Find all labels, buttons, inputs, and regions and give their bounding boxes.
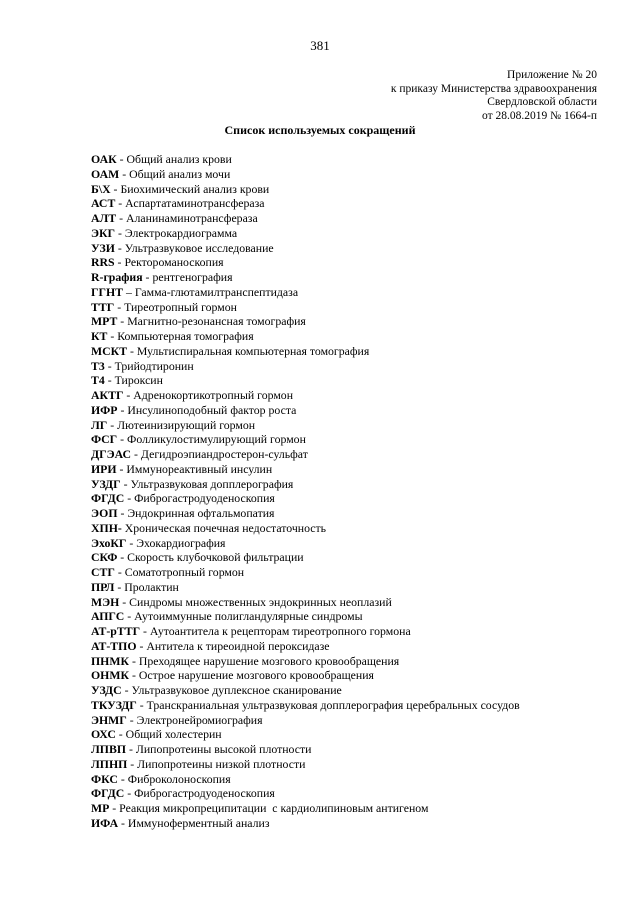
abbreviation-term: МР xyxy=(91,801,110,815)
abbreviation-term: ЛГ xyxy=(91,417,108,432)
abbreviation-separator: - xyxy=(131,447,141,461)
abbreviation-definition: Лютеинизирующий гормон xyxy=(117,417,256,432)
abbreviation-entry xyxy=(91,241,520,256)
abbreviation-term: ИФР xyxy=(91,402,118,417)
abbreviation-entry xyxy=(91,536,520,551)
abbreviation-term: СКФ xyxy=(91,550,118,565)
abbreviation-separator: - xyxy=(116,152,127,166)
abbreviation-definition: Соматотропный гормон xyxy=(124,565,245,579)
abbreviation-definition: Липопротеины низкой плотности xyxy=(137,756,306,771)
abbreviation-term: КТ xyxy=(91,329,108,343)
abbreviation-separator: - xyxy=(127,343,137,358)
abbreviation-definition: Общий анализ крови xyxy=(126,152,232,166)
abbreviation-term: ПНМК xyxy=(91,653,130,668)
abbreviation-term: ФКС xyxy=(91,771,118,786)
abbreviation-definition: Аланинаминотрансфераза xyxy=(126,211,258,225)
abbreviation-separator: - xyxy=(124,786,135,801)
abbreviation-term: ЛПВП xyxy=(91,742,127,756)
abbreviation-term: ИРИ xyxy=(91,461,117,476)
abbreviation-entry xyxy=(91,388,520,403)
abbreviation-term: АТ-ТПО xyxy=(91,638,137,653)
abbreviation-separator: - xyxy=(107,417,118,432)
abbreviation-entry xyxy=(91,772,520,787)
abbreviation-definition: Преходящее нарушение мозгового кровообращения xyxy=(138,653,400,668)
abbreviation-entry xyxy=(91,786,520,801)
abbreviation-term: ДГЭАС xyxy=(91,447,132,461)
abbreviation-separator: - xyxy=(117,402,128,417)
abbreviation-term: ЭОП xyxy=(91,506,118,520)
abbreviation-entry xyxy=(91,462,520,477)
abbreviation-separator: - xyxy=(114,255,125,270)
abbreviation-term: ОАК xyxy=(91,152,117,166)
abbreviation-entry xyxy=(91,432,520,447)
abbreviation-separator: - xyxy=(136,697,147,712)
abbreviation-term: RRS xyxy=(91,255,115,270)
abbreviation-term: ОНМК xyxy=(91,668,130,683)
abbreviation-entry xyxy=(91,285,520,300)
abbreviation-definition: Фолликулостимулирующий гормон xyxy=(127,432,306,447)
abbreviation-definition: Иммунореактивный инсулин xyxy=(126,461,273,476)
abbreviation-entry xyxy=(91,801,520,816)
abbreviation-separator: - xyxy=(114,299,125,314)
abbreviation-definition: Ультразвуковая допплерография xyxy=(130,476,294,491)
abbreviation-definition: Эхокардиография xyxy=(136,535,226,550)
abbreviation-entry xyxy=(91,639,520,654)
abbreviation-separator: - xyxy=(115,225,125,240)
abbreviation-definition: Транскраниальная ультразвуковая допплерография церебральных сосудов xyxy=(146,697,520,712)
abbreviation-separator: - xyxy=(114,565,125,579)
abbreviation-separator: - xyxy=(126,742,136,756)
abbreviation-entry xyxy=(91,300,520,315)
abbreviation-term: УЗДС xyxy=(91,683,122,697)
abbreviation-definition: Иммуноферментный анализ xyxy=(127,815,270,830)
abbreviation-term: Б\Х xyxy=(91,181,111,196)
abbreviation-separator: - xyxy=(104,373,115,388)
abbreviation-entry xyxy=(91,668,520,683)
abbreviation-term: МЭН xyxy=(91,594,120,609)
abbreviation-term: ФГДС xyxy=(91,786,125,801)
abbreviation-definition: Инсулиноподобный фактор роста xyxy=(127,402,297,417)
abbreviation-separator: - xyxy=(117,771,128,786)
abbreviation-term: УЗДГ xyxy=(91,476,121,491)
abbreviation-definition: Аспартатаминотрансфераза xyxy=(125,196,265,211)
abbreviation-separator: - xyxy=(119,166,130,181)
abbreviation-term: ОХС xyxy=(91,727,116,742)
appendix-line: от 28.08.2019 № 1664-п xyxy=(482,109,597,122)
abbreviation-entry xyxy=(91,727,520,742)
abbreviation-definition: Синдромы множественных эндокринных неоплазий xyxy=(129,594,392,609)
abbreviation-definition: Компьютерная томография xyxy=(117,329,254,343)
abbreviation-definition: Общий холестерин xyxy=(125,727,222,742)
abbreviation-term: АКТГ xyxy=(91,388,124,402)
abbreviation-term: ПРЛ xyxy=(91,579,115,594)
abbreviation-definition: Тироксин xyxy=(114,373,163,388)
abbreviation-term: МРТ xyxy=(91,314,118,329)
abbreviation-separator: - xyxy=(136,638,147,653)
abbreviation-entry xyxy=(91,344,520,359)
abbreviation-list xyxy=(91,152,520,831)
abbreviation-term: Т4 xyxy=(91,373,105,388)
abbreviation-term: АПГС xyxy=(91,609,125,624)
abbreviation-separator: - xyxy=(142,270,153,284)
abbreviation-term: АТ-рТТГ xyxy=(91,624,141,638)
abbreviation-definition: Трийодтиронин xyxy=(114,358,194,373)
abbreviation-entry xyxy=(91,713,520,728)
abbreviation-entry xyxy=(91,373,520,388)
abbreviation-separator: - xyxy=(126,535,137,550)
abbreviation-term: АСТ xyxy=(91,196,116,211)
abbreviation-definition: Липопротеины высокой плотности xyxy=(135,742,312,756)
abbreviation-entry xyxy=(91,403,520,418)
abbreviation-definition: Ультразвуковое дуплексное сканирование xyxy=(131,683,342,697)
abbreviation-separator: - xyxy=(116,461,127,476)
document-title: Список используемых сокращений xyxy=(224,123,416,137)
abbreviation-separator: - xyxy=(117,314,128,329)
abbreviation-entry xyxy=(91,521,520,536)
abbreviation-term: ТКУЗДГ xyxy=(91,697,137,712)
abbreviation-entry xyxy=(91,506,520,521)
abbreviation-entry xyxy=(91,491,520,506)
abbreviation-definition: Электронейромиография xyxy=(136,712,263,727)
abbreviation-entry xyxy=(91,654,520,669)
appendix-header xyxy=(391,69,597,123)
abbreviation-definition: рентгенография xyxy=(152,270,233,284)
abbreviation-entry xyxy=(91,270,520,285)
abbreviation-term: ХПН- xyxy=(91,520,122,535)
abbreviation-separator: - xyxy=(115,196,126,211)
abbreviation-separator: - xyxy=(114,579,125,594)
abbreviation-definition: Фиброгастродуоденоскопия xyxy=(134,491,275,506)
abbreviation-separator: - xyxy=(109,801,120,815)
abbreviation-definition: Антитела к тиреоидной пероксидазе xyxy=(146,638,330,653)
abbreviation-term: Т3 xyxy=(91,358,105,373)
abbreviation-entry xyxy=(91,477,520,492)
abbreviation-entry xyxy=(91,182,520,197)
abbreviation-entry xyxy=(91,757,520,772)
abbreviation-definition: Фиброколоноскопия xyxy=(127,771,231,786)
abbreviation-entry xyxy=(91,580,520,595)
abbreviation-definition: Гамма-глютамилтранспептидаза xyxy=(134,284,299,299)
abbreviation-entry xyxy=(91,624,520,639)
appendix-line: Приложение № 20 xyxy=(507,69,597,81)
abbreviation-definition: Фиброгастродуоденоскопия xyxy=(134,786,275,801)
abbreviation-entry xyxy=(91,196,520,211)
page-number: 381 xyxy=(310,38,330,53)
abbreviation-separator: – xyxy=(123,284,135,299)
abbreviation-term: ЭНМГ xyxy=(91,712,127,727)
abbreviation-definition: Общий анализ мочи xyxy=(129,166,231,181)
abbreviation-separator: - xyxy=(126,712,137,727)
abbreviation-definition: Ультразвуковое исследование xyxy=(124,240,274,255)
abbreviation-term: ЭхоКГ xyxy=(91,535,127,550)
abbreviation-separator: - xyxy=(118,815,128,830)
abbreviation-definition: Тиреотропный гормон xyxy=(124,299,237,314)
abbreviation-entry xyxy=(91,255,520,270)
abbreviation-definition: Аутоиммунные полигландулярные синдромы xyxy=(134,609,363,624)
abbreviation-separator: - xyxy=(120,476,131,491)
abbreviation-entry xyxy=(91,359,520,374)
abbreviation-definition: Адренокортикотропный гормон xyxy=(133,388,294,402)
abbreviation-entry xyxy=(91,565,520,580)
abbreviation-entry xyxy=(91,683,520,698)
abbreviation-entry xyxy=(91,226,520,241)
abbreviation-term: УЗИ xyxy=(91,240,115,255)
abbreviation-term: R-графия xyxy=(91,270,143,284)
abbreviation-definition: Хроническая почечная недостаточность xyxy=(124,520,327,535)
abbreviation-separator: - xyxy=(117,550,128,565)
appendix-line: Свердловской области xyxy=(487,96,597,109)
abbreviation-definition: Дегидроэпиандростерон-сульфат xyxy=(140,447,308,461)
abbreviation-definition: Реакция микропреципитации с кардиолипиновым антигеном xyxy=(119,801,429,815)
abbreviation-separator: - xyxy=(123,388,134,402)
abbreviation-separator: - xyxy=(119,594,130,609)
abbreviation-entry xyxy=(91,314,520,329)
abbreviation-entry xyxy=(91,609,520,624)
abbreviation-entry xyxy=(91,167,520,182)
abbreviation-term: ФСГ xyxy=(91,432,118,447)
abbreviation-separator: - xyxy=(129,653,139,668)
abbreviation-entry xyxy=(91,816,520,831)
abbreviation-separator: - xyxy=(121,683,132,697)
abbreviation-definition: Биохимический анализ крови xyxy=(120,181,270,196)
abbreviation-entry xyxy=(91,152,520,167)
abbreviation-entry xyxy=(91,550,520,565)
abbreviation-separator: - xyxy=(117,506,128,520)
abbreviation-definition: Магнитно-резонансная томография xyxy=(127,314,306,329)
abbreviation-separator: - xyxy=(107,329,118,343)
abbreviation-separator: - xyxy=(140,624,150,638)
abbreviation-definition: Пролактин xyxy=(124,579,179,594)
abbreviation-separator: - xyxy=(116,211,127,225)
appendix-line: к приказу Министерства здравоохранения xyxy=(390,82,597,95)
abbreviation-entry xyxy=(91,698,520,713)
abbreviation-definition: Острое нарушение мозгового кровообращения xyxy=(138,668,374,683)
abbreviation-entry xyxy=(91,447,520,462)
abbreviation-definition: Аутоантитела к рецепторам тиреотропного гормона xyxy=(149,624,411,638)
abbreviation-definition: Скорость клубочковой фильтрации xyxy=(127,550,304,565)
abbreviation-entry xyxy=(91,742,520,757)
abbreviation-separator: - xyxy=(110,181,121,196)
abbreviation-term: ТТГ xyxy=(91,299,115,314)
abbreviation-separator: - xyxy=(124,609,135,624)
abbreviation-definition: Электрокардиограмма xyxy=(124,225,238,240)
abbreviation-term: ЛПНП xyxy=(91,756,128,771)
abbreviation-term: ИФА xyxy=(91,815,119,830)
abbreviation-separator: - xyxy=(124,491,135,506)
abbreviation-entry xyxy=(91,418,520,433)
abbreviation-term: ФГДС xyxy=(91,491,125,506)
abbreviation-separator: - xyxy=(117,432,127,447)
abbreviation-term: АЛТ xyxy=(91,211,117,225)
abbreviation-definition: Эндокринная офтальмопатия xyxy=(127,506,275,520)
abbreviation-separator: - xyxy=(104,358,115,373)
abbreviation-term: ЭКГ xyxy=(91,225,116,240)
abbreviation-definition: Мультиспиральная компьютерная томография xyxy=(136,343,370,358)
abbreviation-definition: Ректороманоскопия xyxy=(124,255,224,270)
abbreviation-term: ГГНТ xyxy=(91,284,124,299)
abbreviation-separator: - xyxy=(115,727,126,742)
abbreviation-separator: - xyxy=(129,668,139,683)
abbreviation-entry xyxy=(91,211,520,226)
abbreviation-separator: - xyxy=(114,240,125,255)
abbreviation-separator: - xyxy=(127,756,138,771)
abbreviation-term: ОАМ xyxy=(91,166,120,181)
abbreviation-term: МСКТ xyxy=(91,343,128,358)
abbreviation-entry xyxy=(91,595,520,610)
abbreviation-term: СТГ xyxy=(91,565,115,579)
abbreviation-entry xyxy=(91,329,520,344)
